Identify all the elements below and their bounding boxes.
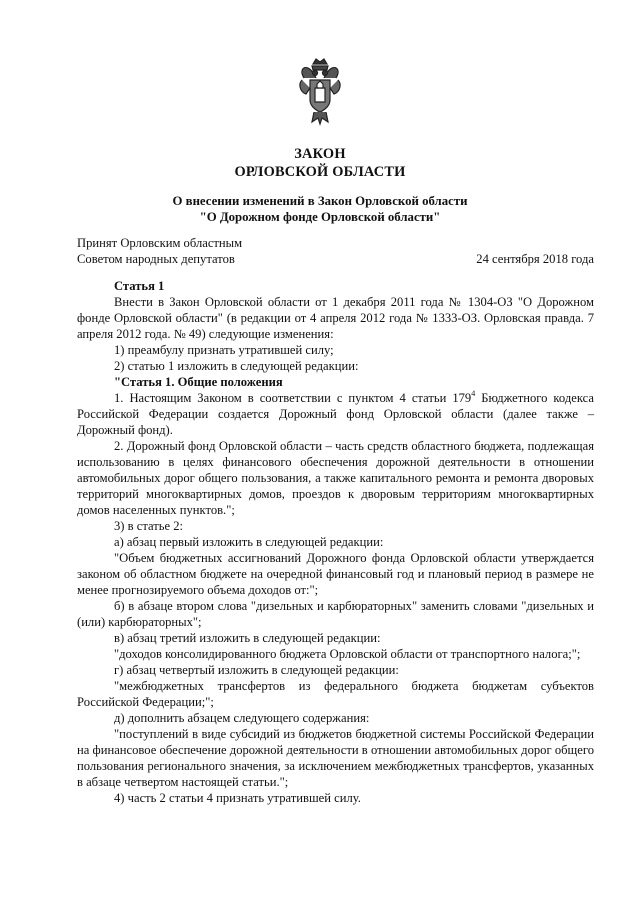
adoption-date: 24 сентября 2018 года [476,252,594,266]
paragraph: д) дополнить абзацем следующего содержания: [114,711,370,725]
paragraph-text: 1. Настоящим Законом в соответствии с пунктом 4 статьи 179 [114,391,472,405]
paragraph: "доходов консолидированного бюджета Орловской области от транспортного налога;"; [114,647,581,661]
law-body [77,278,594,806]
paragraph: "Объем бюджетных ассигнований Дорожного фонда Орловской области утверждается законом об областном бюджете на очередной финансовый год и плановый период в размере не менее прогнозируемого объема доходов от:"; [77,551,594,597]
adopted-line2: Советом народных депутатов [77,252,235,266]
paragraph [77,390,594,438]
adoption-block [77,235,337,267]
paragraph: в) абзац третий изложить в следующей редакции: [114,631,381,645]
superscript: 4 [471,388,476,398]
paragraph: а) абзац первый изложить в следующей редакции: [114,535,384,549]
law-title: ЗАКОН [294,146,346,162]
article-heading: Статья 1 [114,279,165,293]
article-1-heading: "Статья 1. Общие положения [114,375,283,389]
paragraph: 2. Дорожный фонд Орловской области – часть средств областного бюджета, подлежащая использованию в целях финансового обеспечения дорожной деятельности в отношении автомобильных дорог общего пользования, а также капитального ремонта и ремонта дворовых территорий многоквартирных домов, проездов к дворовым территориям многоквартирных домов населенных пунктов."; [77,439,594,517]
paragraph: "поступлений в виде субсидий из бюджетов бюджетной системы Российской Федерации на финансовое обеспечение дорожной деятельности в отношении автомобильных дорог общего пользования регионального значения, за исключением межбюджетных трансфертов, указанных в абзаце четвертом настоящей статьи."; [77,727,594,789]
paragraph: Внести в Закон Орловской области от 1 декабря 2011 года № 1304-ОЗ "О Дорожном фонде Орловской области" (в редакции от 4 апреля 2012 года № 1333-ОЗ. Орловская правда. 7 апреля 2012 года. № 49) следующие изменения: [77,295,594,341]
paragraph: 1) преамбулу признать утратившей силу; [114,343,334,357]
paragraph-text: Бюджетного кодекса Российской Федерации создается Дорожный фонд Орловской области (далее также – Дорожный фонд). [77,391,594,437]
paragraph: 4) часть 2 статьи 4 признать утратившей силу. [114,791,361,805]
paragraph: г) абзац четвертый изложить в следующей редакции: [114,663,399,677]
adopted-line1: Принят Орловским областным [77,236,243,250]
paragraph: б) в абзаце втором слова "дизельных и карбюраторных" заменить словами "дизельных и (или) карбюраторных"; [77,599,594,629]
coat-of-arms-icon [296,58,344,128]
paragraph: 3) в статье 2: [114,519,184,533]
paragraph: "межбюджетных трансфертов из федерального бюджета бюджетам субъектов Российской Федерации;"; [77,679,594,709]
law-subject-line1: О внесении изменений в Закон Орловской области [172,194,468,208]
law-region: ОРЛОВСКОЙ ОБЛАСТИ [234,164,406,180]
paragraph: 2) статью 1 изложить в следующей редакции: [114,359,359,373]
law-subject-line2: "О Дорожном фонде Орловской области" [199,210,441,224]
